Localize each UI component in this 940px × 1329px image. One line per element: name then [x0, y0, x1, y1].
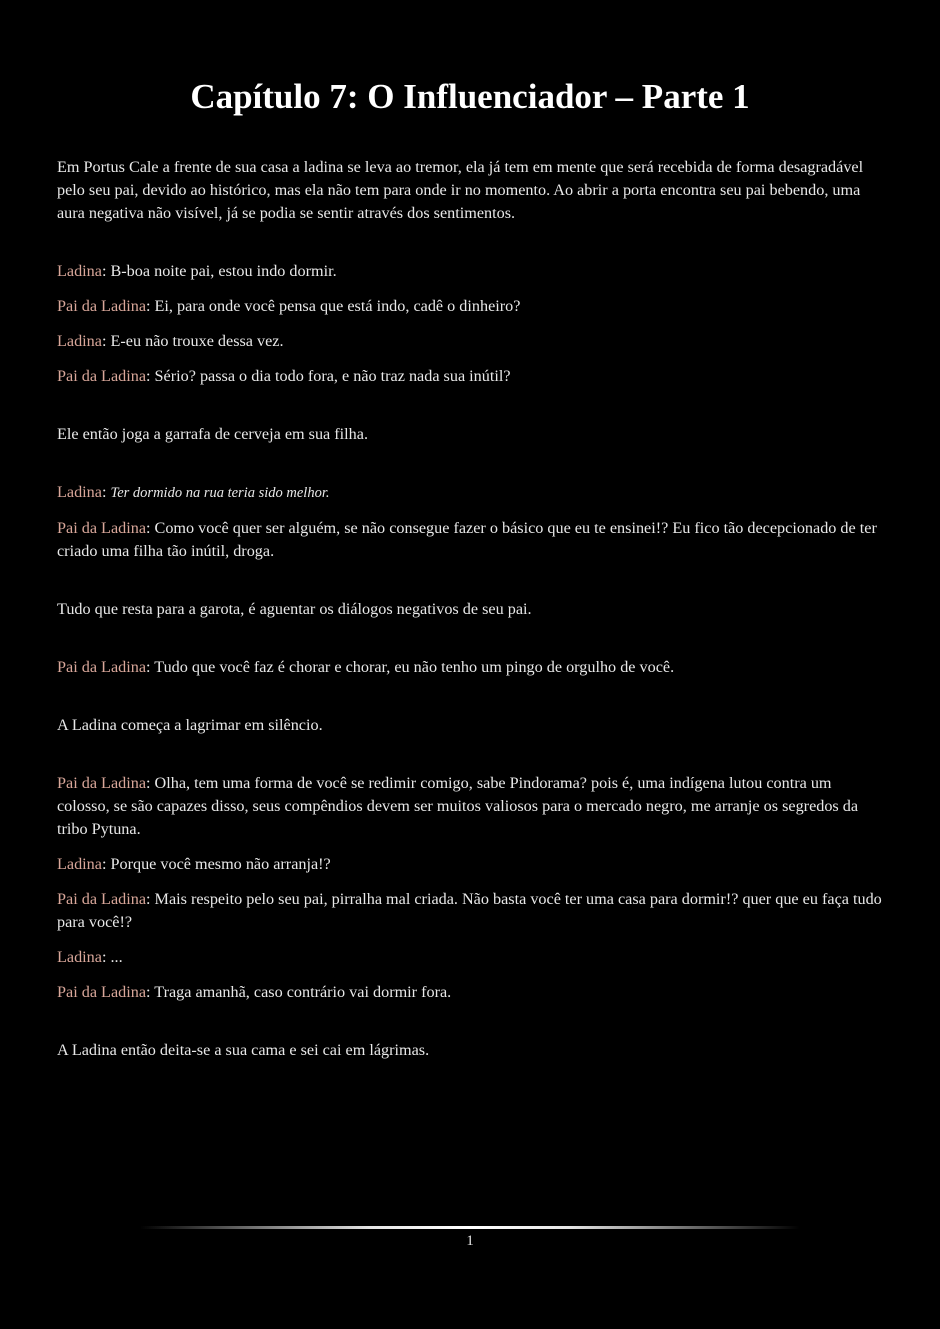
narration-paragraph: Tudo que resta para a garota, é aguentar os diálogos negativos de seu pai.: [57, 600, 532, 618]
dialogue-line: [57, 888, 887, 934]
dialogue-line: [57, 981, 887, 1004]
dialogue-line: [57, 481, 887, 505]
speaker-name: Ladina: [57, 262, 102, 280]
speaker-name: Pai da Ladina: [57, 774, 146, 792]
dialogue-line: [57, 330, 887, 353]
dialogue-text: : Ei, para onde você pensa que está indo, cadê o dinheiro?: [146, 297, 521, 315]
narration-paragraph: A Ladina começa a lagrimar em silêncio.: [57, 716, 323, 734]
dialogue-line: [57, 946, 887, 969]
dialogue-text: : Sério? passa o dia todo fora, e não traz nada sua inútil?: [146, 367, 511, 385]
speaker-name: Ladina: [57, 483, 102, 501]
dialogue-line: [57, 772, 887, 841]
dialogue-text: : Tudo que você faz é chorar e chorar, eu não tenho um pingo de orgulho de você.: [146, 658, 675, 676]
speaker-name: Pai da Ladina: [57, 297, 146, 315]
dialogue-line: [57, 656, 887, 679]
dialogue-text: : Mais respeito pelo seu pai, pirralha mal criada. Não basta você ter uma casa para dormir!? quer que eu faça tudo para você!?: [57, 890, 882, 931]
speaker-name: Pai da Ladina: [57, 890, 146, 908]
speaker-name: Pai da Ladina: [57, 519, 146, 537]
dialogue-line: [57, 853, 887, 876]
speaker-name: Pai da Ladina: [57, 983, 146, 1001]
dialogue-text: : Olha, tem uma forma de você se redimir comigo, sabe Pindorama? pois é, uma indígena lutou contra um colosso, se são capazes disso, seus compêndios devem ser muitos valiosos para o mercado negro, me arranje os segredos da tribo Pytuna.: [57, 774, 859, 838]
dialogue-text: : Traga amanhã, caso contrário vai dormir fora.: [146, 983, 452, 1001]
dialogue-text: : B-boa noite pai, estou indo dormir.: [101, 262, 337, 280]
dialogue-line: [57, 295, 887, 318]
speaker-name: Ladina: [57, 855, 102, 873]
speaker-name: Ladina: [57, 332, 102, 350]
chapter-body: [57, 156, 887, 1074]
speaker-name: Ladina: [57, 948, 102, 966]
dialogue-text: : ...: [101, 948, 123, 966]
speaker-name: Pai da Ladina: [57, 658, 146, 676]
narration-paragraph: A Ladina então deita-se a sua cama e sei cai em lágrimas.: [57, 1041, 430, 1059]
dialogue-line: [57, 517, 887, 563]
chapter-title: Capítulo 7: O Influenciador – Parte 1: [190, 77, 750, 116]
page-number: 1: [466, 1233, 474, 1249]
dialogue-separator: :: [101, 483, 111, 501]
dialogue-line: [57, 260, 887, 283]
dialogue-text: : E-eu não trouxe dessa vez.: [101, 332, 284, 350]
footer-divider: [140, 1226, 800, 1229]
narration-paragraph: Em Portus Cale a frente de sua casa a ladina se leva ao tremor, ela já tem em mente que será recebida de forma desagradável pelo seu pai, devido ao histórico, mas ela não tem para onde ir no momento. Ao abrir a porta encontra seu pai bebendo, uma aura negativa não visível, já se podia se sentir através dos sentimentos.: [57, 158, 864, 222]
thought-text: Ter dormido na rua teria sido melhor.: [110, 485, 330, 501]
speaker-name: Pai da Ladina: [57, 367, 146, 385]
dialogue-line: [57, 365, 887, 388]
dialogue-text: : Como você quer ser alguém, se não consegue fazer o básico que eu te ensinei!? Eu fico tão decepcionado de ter criado uma filha tão inútil, droga.: [57, 519, 877, 560]
dialogue-text: : Porque você mesmo não arranja!?: [101, 855, 331, 873]
narration-paragraph: Ele então joga a garrafa de cerveja em sua filha.: [57, 425, 368, 443]
